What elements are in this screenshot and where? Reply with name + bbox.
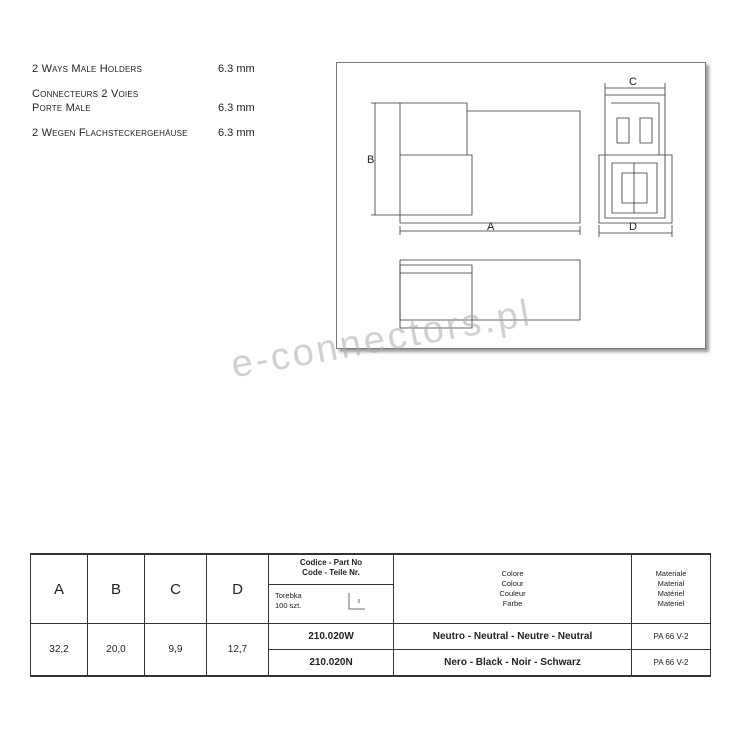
size-de: 6.3 mm [218,127,255,139]
col-header-d: D [207,554,269,624]
value-d: 12,7 [207,624,269,676]
material-header-fr: Matériel [657,589,685,598]
side-view-body [400,103,580,223]
material-header-de: Materiel [657,599,685,608]
title-fr-line1: Connecteurs 2 Voies [32,88,139,100]
part-color: Nero - Black - Noir - Schwarz [394,650,632,676]
title-fr-line2: Porte Male [32,102,91,114]
code-header [269,554,394,624]
color-header-de: Farbe [502,599,523,608]
side-view-latch [400,155,472,215]
title-en: 2 Ways Male Holders [32,63,143,75]
label-b: B [367,154,375,166]
part-material: PA 66 V-2 [632,624,711,650]
spec-table [30,553,711,677]
color-header-it: Colore [501,569,524,578]
bag-label-line1: Torebka [275,591,302,600]
part-code: 210.020N [269,650,394,676]
value-a: 32,2 [31,624,88,676]
label-a: A [487,221,495,233]
material-header-it: Materiale [655,569,687,578]
color-header [394,554,632,624]
value-b: 20,0 [88,624,145,676]
part-code: 210.020W [269,624,394,650]
col-header-b: B [88,554,145,624]
size-fr: 6.3 mm [218,102,255,114]
color-header-fr: Couleur [499,589,526,598]
material-header [632,554,711,624]
col-header-a: A [31,554,88,624]
code-header-line1: Codice - Part No [299,558,363,567]
title-de: 2 Wegen Flachsteckergehäuse [32,127,188,139]
part-material: PA 66 V-2 [632,650,711,676]
bag-label-line2: 100 szt. [275,601,302,610]
code-header-line2: Code - Teile Nr. [302,568,360,577]
bag-icon [347,591,367,611]
value-c: 9,9 [145,624,207,676]
material-header-en: Material [657,579,685,588]
label-c: C [629,76,637,88]
size-en: 6.3 mm [218,63,255,75]
part-color: Neutro - Neutral - Neutre - Neutral [394,624,632,650]
front-view-outline [605,95,665,218]
col-header-c: C [145,554,207,624]
watermark: e-connectors.pl [228,292,536,387]
color-header-en: Colour [501,579,524,588]
label-d: D [629,221,637,233]
